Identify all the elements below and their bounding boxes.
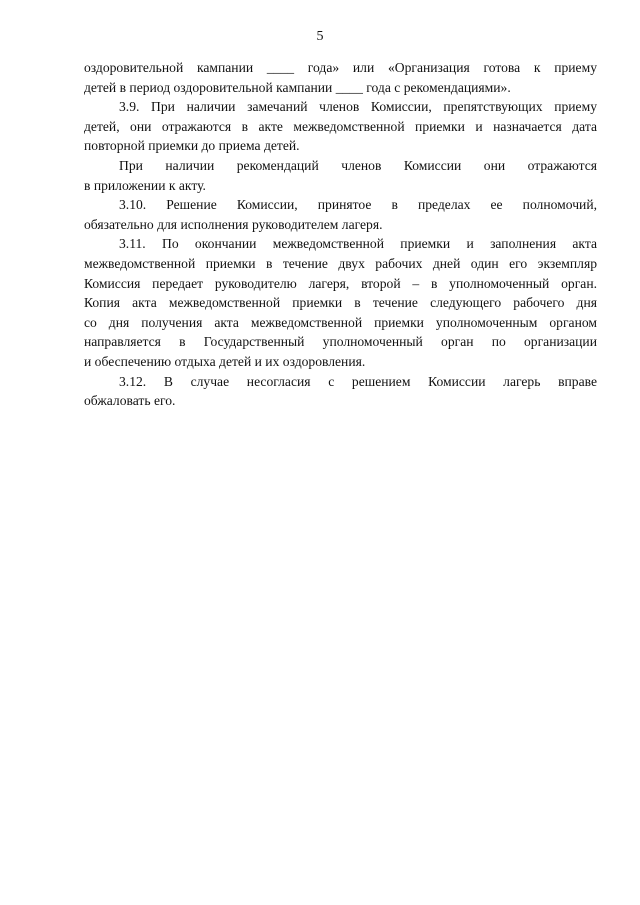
text-line: 3.10. Решение Комиссии, принятое в пределах ее полномочий, bbox=[119, 197, 597, 213]
text-line: в приложении к акту. bbox=[84, 177, 206, 193]
text-line: 3.12. В случае несогласия с решением Комиссии лагерь вправе bbox=[119, 373, 597, 389]
page-number: 5 bbox=[316, 29, 324, 44]
paragraph-3-11 bbox=[84, 234, 597, 371]
paragraph-3-12 bbox=[84, 372, 597, 411]
paragraph-3-10 bbox=[84, 195, 597, 234]
document-body bbox=[84, 58, 597, 411]
text-line: При наличии рекомендаций членов Комиссии они отражаются bbox=[119, 157, 597, 173]
text-line: межведомственной приемки в течение двух рабочих дней один его экземпляр bbox=[84, 255, 597, 271]
text-line: со дня получения акта межведомственной приемки уполномоченным органом bbox=[84, 314, 597, 330]
text-line: Комиссия передает руководителю лагеря, второй – в уполномоченный орган. bbox=[84, 275, 597, 291]
text-line: 3.9. При наличии замечаний членов Комиссии, препятствующих приему bbox=[119, 99, 597, 115]
paragraph-continuation bbox=[84, 58, 597, 97]
text-line: обязательно для исполнения руководителем лагеря. bbox=[84, 216, 383, 232]
text-line: оздоровительной кампании ____ года» или «Организация готова к приему bbox=[84, 60, 597, 75]
text-line: детей в период оздоровительной кампании ____ года с рекомендациями». bbox=[84, 79, 511, 95]
paragraph-3-9 bbox=[84, 97, 597, 156]
text-line: повторной приемки до приема детей. bbox=[84, 138, 300, 154]
text-line: обжаловать его. bbox=[84, 393, 176, 409]
text-line: направляется в Государственный уполномоченный орган по организации bbox=[84, 334, 597, 350]
paragraph-recommendations bbox=[84, 156, 597, 195]
text-line: 3.11. По окончании межведомственной приемки и заполнения акта bbox=[119, 236, 597, 252]
text-line: детей, они отражаются в акте межведомственной приемки и назначается дата bbox=[84, 118, 597, 134]
text-line: Копия акта межведомственной приемки в течение следующего рабочего дня bbox=[84, 295, 597, 311]
text-line: и обеспечению отдыха детей и их оздоровления. bbox=[84, 353, 366, 369]
